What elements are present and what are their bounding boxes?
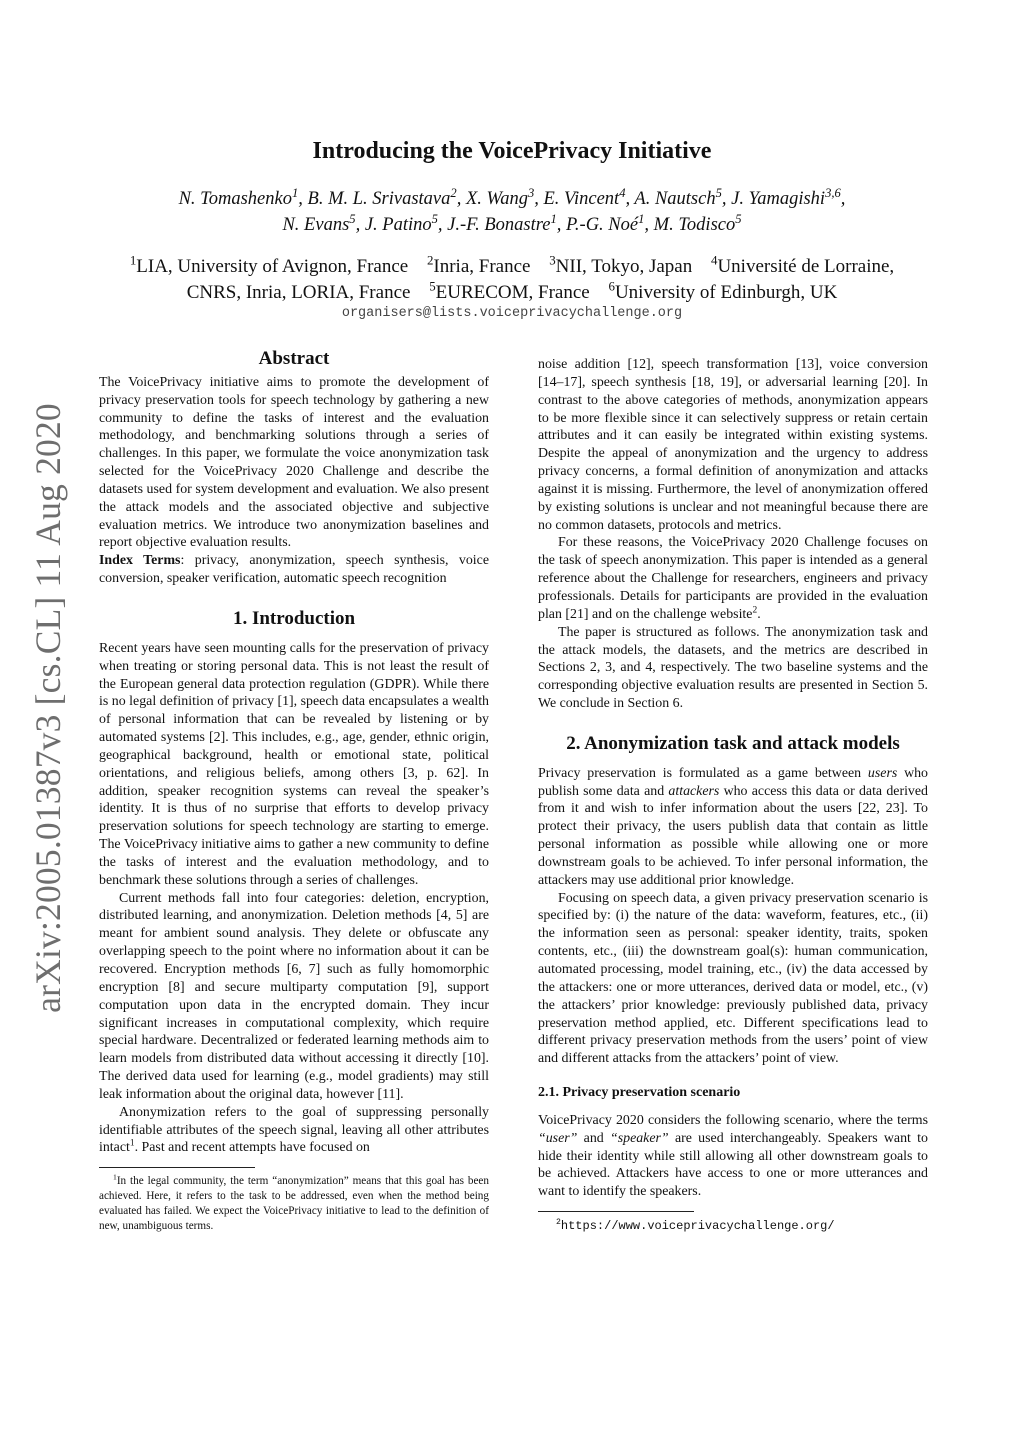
author-name: M. Todisco: [653, 215, 736, 235]
affiliations: [0, 254, 1024, 306]
right-column: [538, 356, 928, 1236]
author-sup: 1: [550, 211, 557, 226]
author-sep: ,: [355, 215, 365, 235]
s2p1-text-c: who access this data or data derived from it and wish to infer information about the users [22, 23]. To protect their privacy, the users publish data that contain as little personal information as possible while allowing one or more downstream goals to be achieved. To infer personal information, the attackers may use additional prior knowledge.: [538, 783, 928, 888]
subsection-2-1-heading: 2.1. Privacy preservation scenario: [538, 1085, 741, 1101]
intro-paragraph-4: noise addition [12], speech transformation [13], voice conversion [14–17], speech synthesis [18, 19], or adversarial learning [20]. In contrast to the above categories of methods, anonymization appears to be more flexible since it can selectively suppress or retain certain attributes and it can easily be integrated within existing systems. Despite the appeal of anonymization and the urgency to address privacy concerns, a formal definition of anonymization and attacks against it is missing. Furthermore, the level of anonymization offered by existing solutions is unclear and not meaningful because there are no common datasets, protocols and metrics.: [538, 357, 928, 533]
left-column: [99, 350, 489, 1234]
intro-p3-text: Anonymization refers to the goal of suppressing personally identifiable attributes of the speech signal, leaving all other attributes intact: [99, 1104, 489, 1156]
s21-text-a: VoicePrivacy 2020 considers the following scenario, where the terms: [538, 1112, 928, 1128]
affiliation: University of Edinburgh, UK: [614, 282, 838, 303]
footnote-rule: [99, 1167, 255, 1168]
term-speaker: “speaker”: [610, 1130, 669, 1146]
author-name: J.-F. Bonastre: [447, 215, 551, 235]
section-1-heading: 1. Introduction: [232, 607, 356, 629]
subsection-2-1-paragraph: [538, 1112, 928, 1201]
affiliation: Inria, France: [433, 256, 531, 277]
author-sup: 5: [715, 185, 722, 200]
author-name: P.-G. Noé: [566, 215, 639, 235]
author-name: E. Vincent: [543, 189, 620, 209]
s2p1-text-a: Privacy preservation is formulated as a game between: [538, 765, 868, 781]
author-sup: 1: [638, 211, 645, 226]
section-2-paragraph-1: [538, 765, 928, 890]
author-sup: 2: [450, 185, 457, 200]
s21-text-b: and: [577, 1130, 610, 1146]
abstract-heading: Abstract: [258, 348, 330, 369]
affiliation-sup: 2: [426, 252, 434, 268]
s21-text-c: are used interchangeably. Speakers want to hide their identity while still allowing all other downstream goals to be achieved. Attackers have access to one or more utterances and want to identify the speakers.: [538, 1130, 928, 1200]
index-terms-label: Index Terms: [99, 553, 181, 569]
author-sup: 3,6: [825, 185, 841, 200]
s2p1-text-b: who publish some data and: [538, 765, 928, 799]
affiliation-line-1: [0, 254, 1024, 280]
intro-paragraph-5: [538, 534, 928, 623]
intro-paragraph-2: Current methods fall into four categories: deletion, encryption, distributed learning, and anonymization. Deletion methods [4, 5] are meant for ambient sound analysis. They delete or obfuscate any overlapping speech to the point where no information about it can be recovered. Encryption methods [6, 7] such as fully homomorphic encryption [8] and secure multiparty computation [9], support computation upon data in the encrypted domain. They incur significant increases in computational complexity, which require special hardware. Decentralized or federated learning methods aim to learn models from distributed data without accessing it directly [10]. The derived data used for learning (e.g., model gradients) may still leak information about the original data, however [11].: [99, 890, 489, 1102]
footnote-url[interactable]: https://www.voiceprivacychallenge.org/: [560, 1219, 835, 1234]
contact-email[interactable]: organisers@lists.voiceprivacychallenge.org: [341, 306, 683, 321]
author-line-1: [0, 186, 1024, 212]
footnote-rule: [538, 1211, 694, 1212]
author-list: [0, 186, 1024, 238]
footnote-marker: 1: [129, 1138, 135, 1149]
author-sep: ,: [721, 189, 732, 209]
intro-p5-text: For these reasons, the VoicePrivacy 2020 Challenge focuses on the task of speech anonymization. This paper is intended as a general reference about the Challenge for researchers, engineers and privacy professionals. Details for participants are provided in the evaluation plan [21] and on the challenge website: [538, 535, 928, 622]
affiliation: Université de Lorraine,: [717, 256, 895, 277]
intro-p5-tail: .: [757, 606, 761, 622]
author-name: A. Nautsch: [634, 189, 716, 209]
arxiv-stamp: arXiv:2005.01387v3 [cs.CL] 11 Aug 2020: [28, 403, 68, 1013]
intro-paragraph-3: [99, 1104, 489, 1158]
affiliation: NII, Tokyo, Japan: [555, 256, 693, 277]
affiliation-sup: 6: [608, 278, 615, 294]
paper-title: Introducing the VoicePrivacy Initiative: [312, 138, 712, 164]
author-name: N. Evans: [282, 215, 350, 235]
affiliation-sup: 5: [429, 278, 436, 294]
footnote-text: In the legal community, the term “anonymization” means that this goal has been achieved. Here, it refers to the task to be addressed, even when the method being evaluated has failed. We expect the VoicePrivacy initiative to lead to the definition of new, unambiguous terms.: [99, 1175, 489, 1233]
intro-paragraph-6: The paper is structured as follows. The anonymization task and the attack models, the datasets, and the metrics are described in Sections 2, 3, and 4, respectively. The two baseline systems and the corresponding objective evaluation results are presented in Section 5. We conclude in Section 6.: [538, 624, 928, 712]
affiliation: LIA, University of Avignon, France: [136, 256, 409, 277]
author-name: X. Wang: [465, 189, 528, 209]
affiliation: CNRS, Inria, LORIA, France: [186, 282, 411, 303]
author-sep: ,: [625, 189, 635, 209]
author-sup: 5: [431, 211, 438, 226]
author-sup: 3: [527, 185, 535, 200]
affiliation-sup: 3: [549, 252, 556, 268]
affiliation-sup: 1: [129, 252, 137, 268]
abstract-body: The VoicePrivacy initiative aims to promote the development of privacy preservation tools for speech technology by gathering a new community to define the tasks of interest and the evaluation methodology, and benchmarking solutions through a series of challenges. In this paper, we formulate the voice anonymization task selected for the VoicePrivacy 2020 Challenge and describe the datasets used for system development and evaluation. We also present the attack models and the associated objective and subjective evaluation metrics. We introduce two anonymization baselines and report objective evaluation results.: [99, 374, 489, 551]
footnote-2[interactable]: [556, 1218, 928, 1236]
intro-paragraph-1: Recent years have seen mounting calls for the preservation of privacy when treating or storing personal data. This is not least the result of the European general data protection regulation (GDPR). While there is no legal definition of privacy [1], speech data encapsulates a wealth of personal information that can be revealed by listening or by automated systems [2]. This includes, e.g., age, gender, ethnic origin, geographical background, health or emotional state, political orientations, and religious beliefs, among others [3, p. 62]. In addition, speaker recognition systems can reveal the speaker’s identity. It is thus of no surprise that efforts to develop privacy preservation solutions for speech technology are starting to emerge. The VoicePrivacy initiative aims to gather a new community to define the tasks of interest and the evaluation methodology, and to benchmark these solutions through a series of challenges.: [99, 640, 489, 888]
section-2-paragraph-2: Focusing on speech data, a given privacy preservation scenario is specified by: (i) the nature of the data: waveform, features, etc., (ii) the information seen as personal: speaker identity, traits, spoken contents, etc., (iii) the downstream goal(s): human communication, automated processing, model training, etc., (iv) the data accessed by the attackers: one or more utterances, derived data or model, etc., (v) the attackers’ prior knowledge: previously published data, privacy preservation method applied, etc. Different specifications lead to different privacy preservation methods from the users’ point of view and different attacks from the attackers’ point of view.: [538, 890, 928, 1067]
affiliation: EURECOM, France: [435, 282, 590, 303]
affiliation-line-2: [0, 280, 1024, 306]
term-users: users: [867, 765, 898, 781]
author-sup: 5: [735, 211, 742, 226]
term-attackers: attackers: [668, 783, 720, 799]
affiliation-sup: 4: [711, 252, 718, 268]
author-line-2: [0, 212, 1024, 238]
author-sup: 1: [291, 185, 299, 200]
author-name: J. Patino: [364, 215, 432, 235]
author-sep: ,: [437, 215, 448, 235]
author-sep: ,: [298, 189, 308, 209]
author-sup: 5: [349, 211, 356, 226]
author-name: J. Yamagishi: [731, 189, 826, 209]
index-terms-text: : privacy, anonymization, speech synthesis, voice conversion, speaker verification, automatic speech recognition: [99, 553, 489, 587]
author-sup: 4: [619, 185, 626, 200]
author-sep: ,: [644, 215, 654, 235]
footnote-sup: 1: [113, 1172, 117, 1182]
author-sep: ,: [556, 215, 566, 235]
index-terms: [99, 552, 489, 588]
footnote-sup: 2: [556, 1218, 561, 1228]
intro-p3-tail: . Past and recent attempts have focused on: [134, 1140, 370, 1156]
author-sep: ,: [840, 189, 846, 209]
author-sep: ,: [456, 189, 466, 209]
author-sep: ,: [534, 189, 544, 209]
author-name: B. M. L. Srivastava: [307, 189, 451, 209]
term-user: “user”: [538, 1130, 578, 1146]
section-2-heading: 2. Anonymization task and attack models: [566, 732, 900, 754]
footnote-marker: 2: [752, 605, 758, 616]
author-name: N. Tomashenko: [178, 189, 292, 209]
footnote-1: [99, 1174, 489, 1234]
